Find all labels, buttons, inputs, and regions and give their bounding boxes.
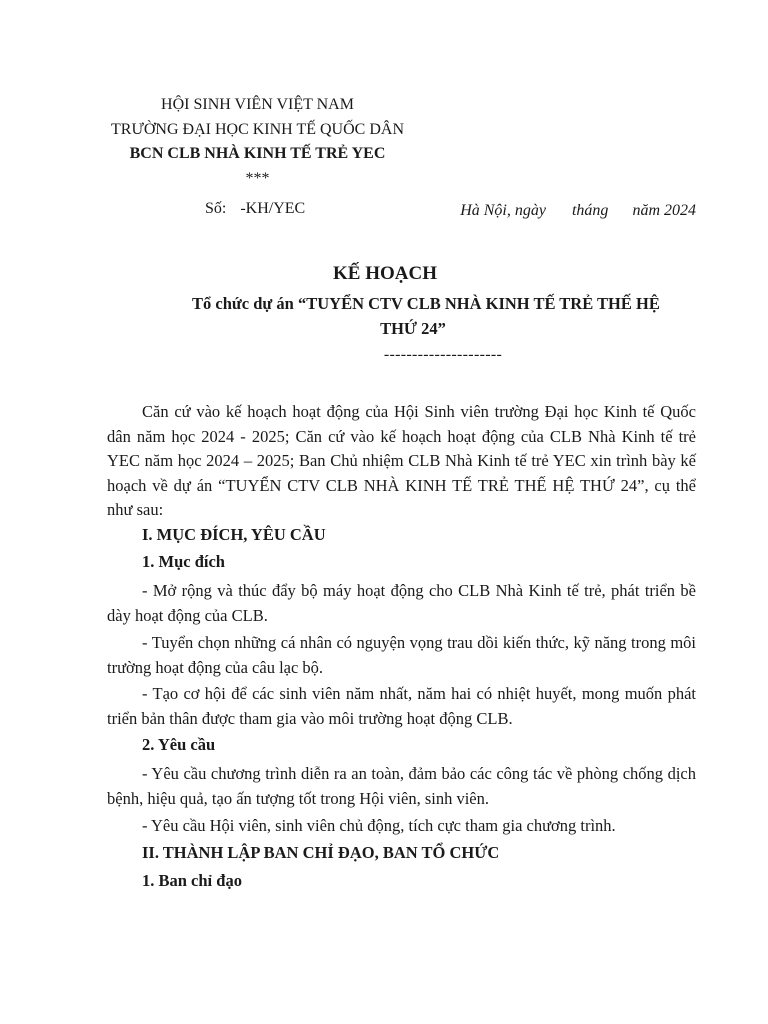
org-line-3: BCN CLB NHÀ KINH TẾ TRẺ YEC: [129, 145, 386, 162]
org-line-2: TRƯỜNG ĐẠI HỌC KINH TẾ QUỐC DÂN: [111, 120, 404, 138]
plan-title: KẾ HOẠCH: [333, 263, 437, 284]
section-1-sub-1-heading: 1. Mục đích: [142, 552, 225, 571]
section-1-heading: I. MỤC ĐÍCH, YÊU CẦU: [142, 525, 326, 544]
date-year: năm 2024: [632, 202, 696, 219]
org-line-1: HỘI SINH VIÊN VIỆT NAM: [161, 96, 354, 113]
plan-subtitle-line-2: THỨ 24”: [380, 319, 446, 338]
number-label: Số:: [205, 200, 227, 217]
requirement-item-2: - Yêu cầu Hội viên, sinh viên chủ động, tích cực tham gia chương trình.: [142, 816, 616, 835]
number-value: -KH/YEC: [240, 200, 306, 217]
section-2-sub-1-heading: 1. Ban chỉ đạo: [142, 871, 242, 890]
date-line: [460, 202, 696, 220]
purpose-item-3: - Tạo cơ hội để các sinh viên năm nhất, năm hai có nhiệt huyết, mong muốn phát triển bản thân được tham gia vào môi trường hoạt động CLB.: [107, 684, 696, 728]
organization-header: [90, 93, 425, 191]
title-divider: ---------------------: [383, 346, 503, 363]
intro-paragraph: Căn cứ vào kế hoạch hoạt động của Hội Sinh viên trường Đại học Kinh tế Quốc dân năm học 2024 - 2025; Căn cứ vào kế hoạch hoạt động của CLB Nhà Kinh tế trẻ YEC năm học 2024 – 2025; Ban Chủ nhiệm CLB Nhà Kinh tế trẻ YEC xin trình bày kế hoạch về dự án “TUYỂN CTV CLB NHÀ KINH TẾ TRẺ THẾ HỆ THỨ 24”, cụ thể như sau:: [107, 402, 696, 520]
date-place: Hà Nội, ngày: [460, 202, 546, 219]
section-1-sub-2-heading: 2. Yêu cầu: [142, 735, 216, 754]
date-month: tháng: [571, 202, 609, 219]
section-2-heading: II. THÀNH LẬP BAN CHỈ ĐẠO, BAN TỔ CHỨC: [142, 843, 500, 862]
plan-subtitle-line-1: Tổ chức dự án “TUYỂN CTV CLB NHÀ KINH TẾ TRẺ THẾ HỆ: [192, 294, 660, 313]
purpose-item-1: - Mở rộng và thúc đẩy bộ máy hoạt động cho CLB Nhà Kinh tế trẻ, phát triển bề dày hoạt động của CLB.: [107, 581, 696, 625]
purpose-item-2: - Tuyển chọn những cá nhân có nguyện vọng trau dồi kiến thức, kỹ năng trong môi trường hoạt động của câu lạc bộ.: [107, 633, 696, 677]
org-stars: ***: [245, 169, 270, 187]
document-number: [205, 200, 305, 218]
requirement-item-1: - Yêu cầu chương trình diễn ra an toàn, đảm bảo các công tác về phòng chống dịch bệnh, hiệu quả, tạo ấn tượng tốt trong Hội viên, sinh viên.: [107, 764, 696, 808]
